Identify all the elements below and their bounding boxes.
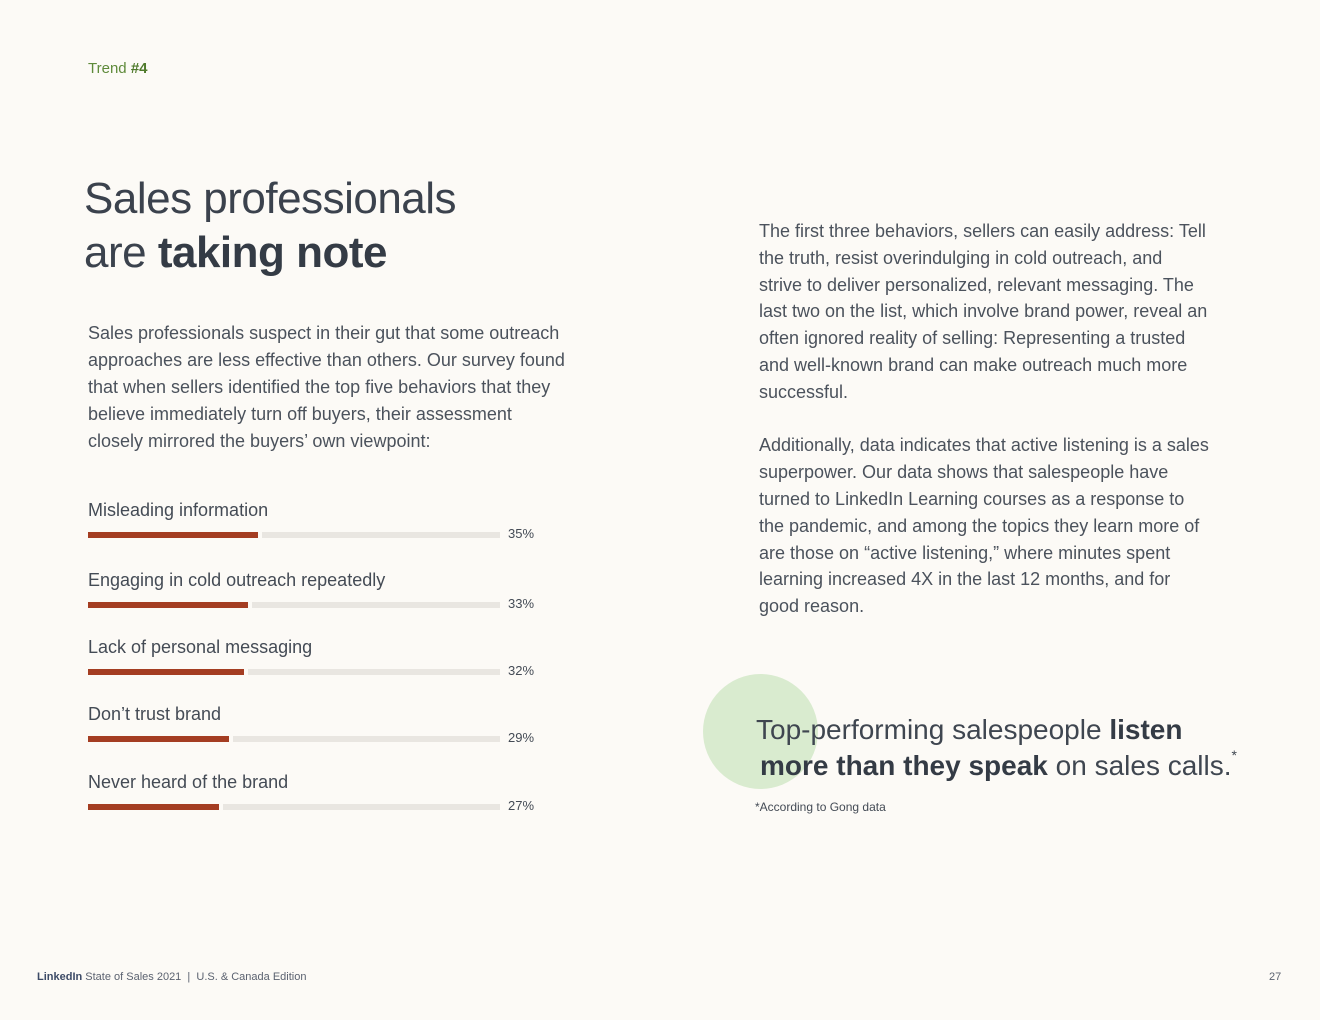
quote-footnote-mark: * <box>1231 747 1237 763</box>
title-bold: taking note <box>157 228 388 277</box>
bar-remainder <box>262 532 500 538</box>
bar-label: Don’t trust brand <box>88 704 222 724</box>
bar-fill <box>88 736 229 742</box>
bar-label: Lack of personal messaging <box>88 637 313 657</box>
page-number: 27 <box>1269 971 1282 983</box>
bar-track <box>88 804 500 810</box>
bar-remainder <box>248 669 500 675</box>
quote-bold-1: listen <box>1109 714 1183 745</box>
bar-row <box>88 704 548 772</box>
quote-line-1 <box>756 712 1226 748</box>
body-paragraph-1: The first three behaviors, sellers can easily address: Tell the truth, resist overindulging in cold outreach, and strive to deliver personalized, relevant messaging. The last two on the list, which involve brand power, reveal an often ignored reality of selling: Representing a trusted and well-known brand can make outreach much more successful. <box>759 221 1208 402</box>
bar-row <box>88 637 548 705</box>
bar-remainder <box>233 736 500 742</box>
trend-number: #4 <box>130 60 148 77</box>
title-line-1: Sales professionals <box>84 174 457 223</box>
bar-remainder <box>252 602 500 608</box>
bar-fill <box>88 602 248 608</box>
body-paragraph-2: Additionally, data indicates that active listening is a sales superpower. Our data shows that salespeople have turned to LinkedIn Learning courses as a response to the pandemic, and among the topics they learn more of are those on “active listening,” where minutes spent learning increased 4X in the last 12 months, and for good reason. <box>759 435 1209 617</box>
right-column <box>759 218 1209 647</box>
bar-value-label: 33% <box>508 596 535 611</box>
bar-remainder <box>223 804 500 810</box>
bar-label: Never heard of the brand <box>88 772 289 792</box>
footer-brand: LinkedIn <box>37 971 83 983</box>
bar-value-label: 35% <box>508 526 535 541</box>
bar-value-label: 32% <box>508 663 535 678</box>
bar-fill <box>88 804 219 810</box>
bar-track <box>88 736 500 742</box>
bar-track <box>88 669 500 675</box>
bar-fill <box>88 532 258 538</box>
intro-paragraph: Sales professionals suspect in their gut that some outreach approaches are less effective than others. Our survey found that when sellers identified the top five behaviors that they believe immediately turn off buyers, their assessment closely mirrored the buyers’ own viewpoint: <box>88 323 565 451</box>
bar-row <box>88 500 548 568</box>
bar-track <box>88 532 500 538</box>
quote-bold-2: more than they speak <box>760 750 1048 781</box>
bar-track <box>88 602 500 608</box>
quote-part-1: Top-performing salespeople <box>756 714 1110 745</box>
title-prefix: are <box>84 228 158 277</box>
bar-row <box>88 570 548 638</box>
bar-value-label: 29% <box>508 730 535 745</box>
bar-row <box>88 772 548 840</box>
quote-part-2: on sales calls. <box>1047 750 1232 781</box>
bar-fill <box>88 669 244 675</box>
footer-text: State of Sales 2021 | U.S. & Canada Edition <box>82 971 307 983</box>
quote-line-2 <box>756 747 1237 784</box>
page-title <box>84 172 456 280</box>
title-line-2 <box>84 226 456 280</box>
trend-label <box>88 60 148 77</box>
pull-quote <box>756 712 1237 784</box>
bar-label: Misleading information <box>88 500 269 520</box>
trend-text: Trend <box>88 60 127 77</box>
bar-value-label: 27% <box>508 798 535 813</box>
bar-label: Engaging in cold outreach repeatedly <box>88 570 386 590</box>
page-footer <box>37 971 306 983</box>
quote-footnote: *According to Gong data <box>755 800 886 814</box>
